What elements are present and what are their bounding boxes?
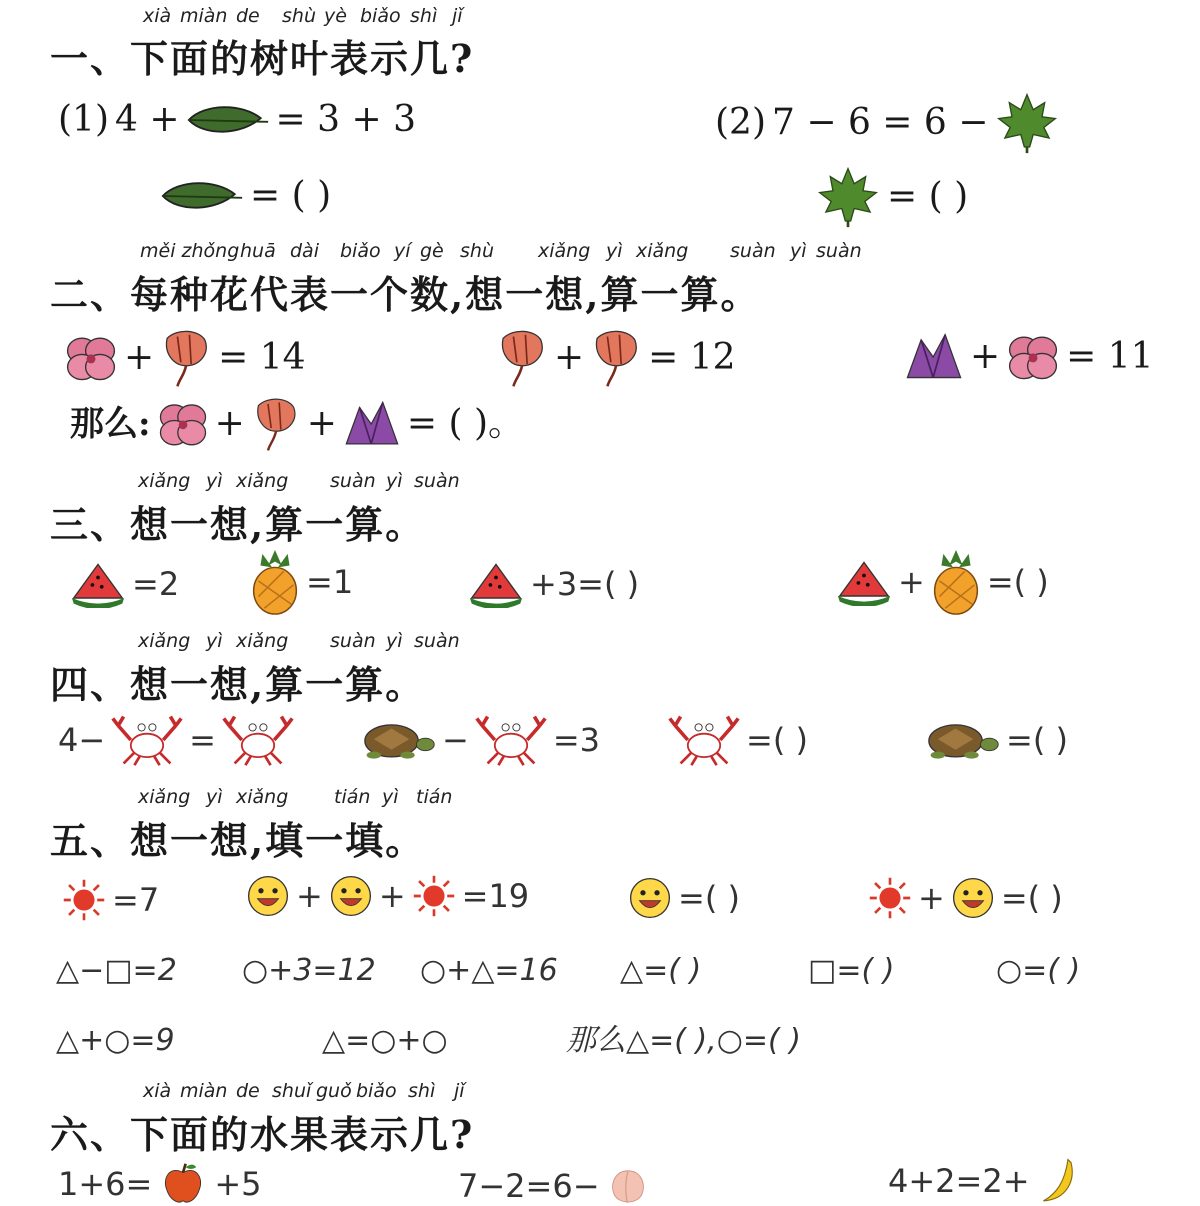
pinyin: huā <box>240 240 276 262</box>
apple-icon <box>158 1162 208 1206</box>
pineapple-icon <box>250 548 300 616</box>
pinyin: xiǎng <box>236 786 289 808</box>
pinyin: xiǎng <box>236 470 289 492</box>
equation-text: = 12 <box>648 337 736 378</box>
equation-text: 4− <box>58 721 106 759</box>
pinyin: shù <box>460 240 494 262</box>
section-6-heading: 六、下面的水果表示几? <box>50 1112 475 1157</box>
equation-text: 4+2=2+ <box>888 1162 1030 1200</box>
equation-2-3 <box>904 330 1154 384</box>
crab-icon <box>668 712 740 768</box>
equation-3-4 <box>836 548 1049 616</box>
answer-blank[interactable]: =( ) <box>1006 721 1068 759</box>
sun-icon <box>868 876 912 920</box>
answer-blank[interactable]: =( ) <box>746 721 808 759</box>
banana-icon <box>1036 1158 1080 1204</box>
crab-icon <box>222 712 294 768</box>
pinyin: yì <box>386 470 403 492</box>
answer-blank[interactable]: □=( ) <box>808 953 895 988</box>
red-flower-icon <box>160 328 212 388</box>
operator: + <box>918 879 945 917</box>
pink-flower-icon <box>64 331 118 385</box>
shape-equation: △−□=2 <box>56 953 177 988</box>
pinyin: xiǎng <box>138 630 191 652</box>
pinyin: guǒ <box>316 1080 352 1102</box>
pinyin: xià <box>143 1080 172 1102</box>
crab-icon <box>111 712 183 768</box>
pinyin: suàn <box>414 630 460 652</box>
maple-leaf-icon <box>994 92 1060 154</box>
pinyin: shù <box>282 5 316 27</box>
section-1-heading: 一、下面的树叶表示几? <box>50 36 475 81</box>
sun-icon <box>62 878 106 922</box>
pinyin: yì <box>206 786 223 808</box>
answer-blank[interactable]: ○=( ) <box>996 953 1081 988</box>
section-5-heading: 五、想一想,填一填。 <box>50 818 426 863</box>
pinyin: biǎo <box>340 240 381 262</box>
pinyin: suàn <box>330 470 376 492</box>
equation-4-4 <box>920 716 1068 764</box>
equation-text: 1+6= <box>58 1165 153 1203</box>
equation-3-2 <box>250 548 353 616</box>
pinyin: suàn <box>730 240 776 262</box>
smiley-icon <box>951 876 995 920</box>
pinyin: shì <box>410 5 438 27</box>
equation-2-1 <box>64 328 306 388</box>
operator: + <box>124 337 155 378</box>
section-3-heading: 三、想一想,算一算。 <box>50 502 426 547</box>
operator: + <box>296 877 323 915</box>
answer-1-1 <box>160 176 331 216</box>
answer-blank[interactable]: = ( )。 <box>406 403 525 444</box>
operator: − <box>442 721 469 759</box>
problem-label: (1) <box>58 99 109 140</box>
smiley-icon <box>628 876 672 920</box>
equation-text: +5 <box>214 1165 262 1203</box>
watermelon-icon <box>468 560 524 608</box>
equation-4-1 <box>58 712 294 768</box>
pinyin: jǐ <box>454 1080 465 1102</box>
shape-equation: △+○=9 <box>56 1023 175 1058</box>
equation-text: =3 <box>552 721 600 759</box>
leaf-icon <box>160 176 244 216</box>
answer-blank[interactable]: = ( ) <box>250 175 332 216</box>
answer-blank[interactable]: = ( ) <box>887 176 969 217</box>
purple-flower-icon <box>343 399 401 449</box>
pinyin: yè <box>324 5 347 27</box>
answer-blank[interactable]: +3=( ) <box>530 565 640 603</box>
pinyin: yì <box>206 470 223 492</box>
answer-blank[interactable]: =( ) <box>986 563 1049 601</box>
equation-4-2 <box>356 712 600 768</box>
turtle-icon <box>356 716 436 764</box>
equation-text: =2 <box>132 565 180 603</box>
equation-text: =7 <box>112 881 160 919</box>
pinyin: shuǐ <box>272 1080 312 1102</box>
equation-text: =19 <box>461 877 530 915</box>
answer-blank[interactable]: △=( ) <box>620 953 702 988</box>
equation-text: 7 − 6 = 6 − <box>772 102 989 143</box>
watermelon-icon <box>836 558 892 606</box>
operator: + <box>898 563 925 601</box>
red-flower-icon <box>251 396 301 452</box>
equation-2-2 <box>496 328 736 388</box>
leaf-icon <box>186 100 270 140</box>
equation-3-1 <box>70 560 179 608</box>
pinyin: yì <box>386 630 403 652</box>
pinyin: suàn <box>330 630 376 652</box>
pinyin: tián <box>416 786 453 808</box>
operator: + <box>554 337 585 378</box>
peach-icon <box>606 1166 650 1206</box>
turtle-icon <box>920 716 1000 764</box>
equation-text: =1 <box>306 563 354 601</box>
pinyin: tián <box>334 786 371 808</box>
smiley-icon <box>246 874 290 918</box>
pinyin: jǐ <box>452 5 463 27</box>
pinyin: biǎo <box>360 5 401 27</box>
pinyin: suàn <box>414 470 460 492</box>
equation-text: = 14 <box>218 337 306 378</box>
pinyin: yì <box>606 240 623 262</box>
pinyin: yì <box>382 786 399 808</box>
equation-5-3 <box>628 876 740 920</box>
shape-equation: △=○+○ <box>322 1023 448 1058</box>
red-flower-icon <box>496 328 548 388</box>
section-2-heading: 二、每种花代表一个数,想一想,算一算。 <box>50 272 761 317</box>
pinyin: gè <box>420 240 444 262</box>
pinyin: miàn <box>180 5 228 27</box>
operator: + <box>970 336 1001 377</box>
purple-flower-icon <box>904 331 964 383</box>
answer-1-2 <box>815 166 968 228</box>
operator: + <box>306 403 337 444</box>
watermelon-icon <box>70 560 126 608</box>
equation-6-2 <box>458 1166 650 1206</box>
equation-4-3 <box>668 712 808 768</box>
answer-blank[interactable]: =( ) <box>678 879 740 917</box>
pinyin: de <box>236 1080 260 1102</box>
pineapple-icon <box>931 548 981 616</box>
equation-6-3 <box>888 1158 1080 1204</box>
equation-text: = 11 <box>1066 336 1154 377</box>
pinyin: suàn <box>816 240 862 262</box>
pinyin: xiǎng <box>138 470 191 492</box>
answer-blank[interactable]: =( ) <box>1000 879 1063 917</box>
equation-text: = 3 + 3 <box>275 99 416 140</box>
section-4-heading: 四、想一想,算一算。 <box>50 662 426 707</box>
equation-2-then <box>70 396 524 452</box>
pinyin: shì <box>408 1080 436 1102</box>
red-flower-icon <box>590 328 642 388</box>
equation-6-1 <box>58 1162 262 1206</box>
equation-text: 4 + <box>115 99 180 140</box>
pinyin: yí <box>394 240 411 262</box>
pinyin: xiǎng <box>538 240 591 262</box>
problem-label: (2) <box>715 102 766 143</box>
crab-icon <box>475 712 547 768</box>
pinyin: xiǎng <box>236 630 289 652</box>
equation-text: 7−2=6− <box>458 1167 600 1205</box>
equation-3-3 <box>468 560 639 608</box>
shape-equation: ○+△=16 <box>420 953 558 988</box>
operator: = <box>189 721 216 759</box>
pinyin: yì <box>790 240 807 262</box>
pinyin: de <box>236 5 260 27</box>
pinyin: xiǎng <box>636 240 689 262</box>
operator: + <box>214 403 245 444</box>
pinyin: měi zhǒng <box>140 240 240 262</box>
pinyin: dài <box>290 240 319 262</box>
operator: + <box>378 877 406 915</box>
problem-1-2 <box>715 92 1060 154</box>
pinyin: xiǎng <box>138 786 191 808</box>
answer-blank[interactable]: 那么△=( ),○=( ) <box>566 1023 801 1058</box>
then-label: 那么: <box>70 404 151 444</box>
pinyin: xià <box>143 5 172 27</box>
sun-icon <box>412 874 456 918</box>
equation-5-4 <box>868 876 1063 920</box>
pinyin: miàn <box>180 1080 228 1102</box>
pink-flower-icon <box>1006 330 1060 384</box>
maple-leaf-icon <box>815 166 881 228</box>
pinyin: biǎo <box>356 1080 397 1102</box>
smiley-icon <box>329 874 373 918</box>
problem-1-1 <box>58 100 416 140</box>
equation-5-1 <box>62 878 159 922</box>
pinyin: yì <box>206 630 223 652</box>
shape-equation: ○+3=12 <box>242 953 376 988</box>
equation-5-2 <box>246 874 529 918</box>
pink-flower-icon <box>157 398 209 450</box>
